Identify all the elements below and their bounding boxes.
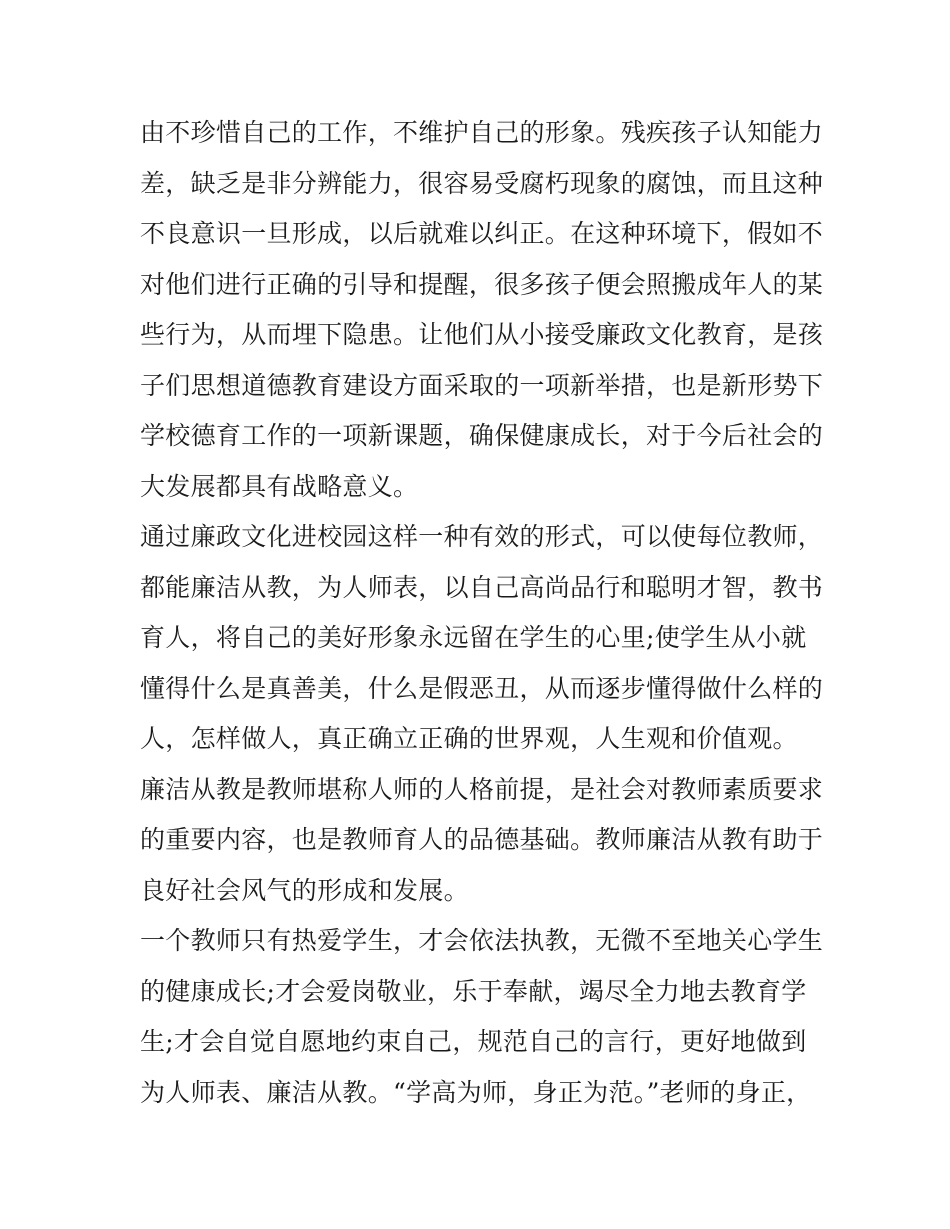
text-line: 子们思想道德教育建设方面采取的一项新举措，也是新形势下 xyxy=(140,370,824,400)
text-line: 一个教师只有热爱学生，才会依法执教，无微不至地关心学生 xyxy=(140,926,824,955)
text-line: 廉洁从教是教师堪称人师的人格前提，是社会对教师素质要求 xyxy=(140,774,824,804)
text-line: 通过廉政文化进校园这样一种有效的形式，可以使每位教师， xyxy=(140,522,824,551)
text-line: 大发展都具有战略意义。 xyxy=(140,471,419,501)
text-line: 学校德育工作的一项新课题，确保健康成长，对于今后社会的 xyxy=(140,421,824,450)
text-line: 差，缺乏是非分辨能力，很容易受腐朽现象的腐蚀，而且这种 xyxy=(140,168,824,198)
text-line: 不良意识一旦形成，以后就难以纠正。在这种环境下，假如不 xyxy=(140,219,824,248)
text-line: 的健康成长;才会爱岗敬业，乐于奉献，竭尽全力地去教育学 xyxy=(140,976,807,1006)
text-line: 懂得什么是真善美，什么是假恶丑，从而逐步懂得做什么样的 xyxy=(140,673,824,703)
text-line: 的重要内容，也是教师育人的品德基础。教师廉洁从教有助于 xyxy=(140,825,824,854)
text-line: 良好社会风气的形成和发展。 xyxy=(140,875,469,905)
text-line: 人，怎样做人，真正确立正确的世界观，人生观和价值观。 xyxy=(140,724,798,753)
text-line: 由不珍惜自己的工作，不维护自己的形象。残疾孩子认知能力 xyxy=(140,118,824,147)
text-line: 育人，将自己的美好形象永远留在学生的心里;使学生从小就 xyxy=(140,623,807,652)
text-line: 生;才会自觉自愿地约束自己，规范自己的言行，更好地做到 xyxy=(140,1027,807,1056)
document-body xyxy=(140,108,824,1118)
text-line: 对他们进行正确的引导和提醒，很多孩子便会照搬成年人的某 xyxy=(140,269,824,299)
text-line: 些行为，从而埋下隐患。让他们从小接受廉政文化教育，是孩 xyxy=(140,320,824,349)
text-line: 都能廉洁从教，为人师表，以自己高尚品行和聪明才智，教书 xyxy=(140,572,824,602)
text-line: 为人师表、廉洁从教。“学高为师，身正为范。”老师的身正， xyxy=(140,1077,812,1107)
